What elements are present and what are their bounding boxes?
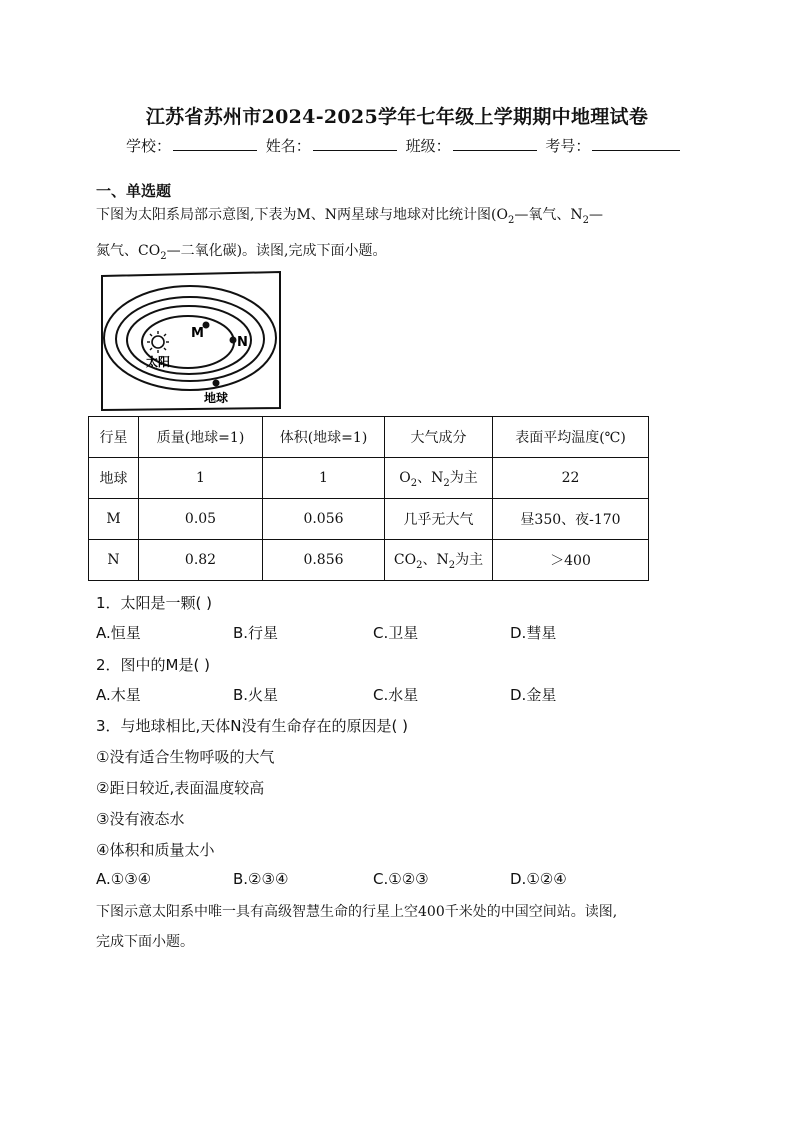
student-info-line [126, 135, 684, 156]
intro-line-1: 下图为太阳系局部示意图,下表为M、N两星球与地球对比统计图($O_2—$氧气、$N_2—$ [96, 207, 603, 226]
planet-m-label: M [191, 326, 204, 341]
question-1-options [96, 622, 656, 644]
class-blank[interactable] [453, 136, 537, 151]
header-mass: 质量(地球=1) [139, 417, 263, 458]
option-d[interactable]: D.彗星 [510, 624, 557, 642]
planet-comparison-table [88, 416, 649, 581]
intro-line-2: 氮气、$CO_2—$二氧化碳)。读图,完成下面小题。 [96, 242, 387, 262]
name-blank[interactable] [313, 136, 397, 151]
solar-system-diagram [96, 268, 286, 414]
header-planet: 行星 [89, 417, 139, 458]
option-a[interactable]: A.①③④ [96, 870, 152, 888]
cell-mass: 0.05 [139, 499, 263, 540]
earth-dot [213, 380, 220, 387]
section-heading: 一、单选题 [96, 182, 172, 200]
cell-mass: 0.82 [139, 540, 263, 581]
header-volume: 体积(地球=1) [263, 417, 385, 458]
cell-name: N [89, 540, 139, 581]
cell-atmosphere: 几乎无大气 [385, 499, 493, 540]
question-2-options [96, 684, 656, 706]
intro-paragraph-2 [96, 897, 706, 957]
statement-1: ①没有适合生物呼吸的大气 [96, 748, 275, 766]
planet-n-label: N [237, 335, 248, 350]
earth-label: 地球 [204, 391, 229, 405]
option-b[interactable]: B.②③④ [233, 870, 289, 888]
name-label: 姓名： [265, 137, 311, 155]
school-blank[interactable] [173, 136, 257, 151]
question-3-options [96, 870, 656, 892]
question-1-stem: 1．太阳是一颗( ) [96, 594, 213, 612]
sun-label: 太阳 [146, 355, 171, 369]
class-label: 班级： [405, 137, 451, 155]
cell-atmosphere: $CO_2$、$N_2$为主 [385, 540, 493, 581]
header-atmosphere: 大气成分 [385, 417, 493, 458]
option-d[interactable]: D.①②④ [510, 870, 567, 888]
table-row [89, 499, 649, 540]
option-c[interactable]: C.卫星 [373, 624, 419, 642]
cell-volume: 0.856 [263, 540, 385, 581]
cell-volume: 1 [263, 458, 385, 499]
intro-paragraph-1 [96, 200, 706, 272]
cell-atmosphere: $O_2$、$N_2$为主 [385, 458, 493, 499]
option-a[interactable]: A.恒星 [96, 624, 141, 642]
number-blank[interactable] [592, 136, 680, 151]
intro2-line-2: 完成下面小题。 [96, 934, 194, 950]
cell-temperature: 22 [493, 458, 649, 499]
statement-4: ④体积和质量太小 [96, 841, 215, 859]
school-label: 学校： [126, 137, 172, 155]
table-row [89, 458, 649, 499]
planet-n-dot [230, 337, 237, 344]
cell-temperature: 昼350、夜-170 [493, 499, 649, 540]
number-label: 考号： [545, 137, 591, 155]
option-b[interactable]: B.行星 [233, 624, 279, 642]
question-3-stem: 3．与地球相比,天体N没有生命存在的原因是( ) [96, 717, 409, 735]
table-row [89, 540, 649, 581]
cell-name: M [89, 499, 139, 540]
table-header-row [89, 417, 649, 458]
cell-name: 地球 [89, 458, 139, 499]
option-c[interactable]: C.①②③ [373, 870, 429, 888]
option-a[interactable]: A.木星 [96, 686, 141, 704]
exam-title: 江苏省苏州市2024-2025学年七年级上学期期中地理试卷 [145, 106, 649, 128]
cell-volume: 0.056 [263, 499, 385, 540]
option-b[interactable]: B.火星 [233, 686, 279, 704]
cell-temperature: ＞400 [493, 540, 649, 581]
option-d[interactable]: D.金星 [510, 686, 557, 704]
question-2-stem: 2．图中的M是( ) [96, 656, 210, 674]
header-temperature: 表面平均温度(℃) [493, 417, 649, 458]
option-c[interactable]: C.水星 [373, 686, 419, 704]
cell-mass: 1 [139, 458, 263, 499]
statement-2: ②距日较近,表面温度较高 [96, 779, 265, 797]
intro2-line-1: 下图示意太阳系中唯一具有高级智慧生命的行星上空400千米处的中国空间站。读图, [96, 904, 618, 920]
statement-3: ③没有液态水 [96, 810, 185, 828]
